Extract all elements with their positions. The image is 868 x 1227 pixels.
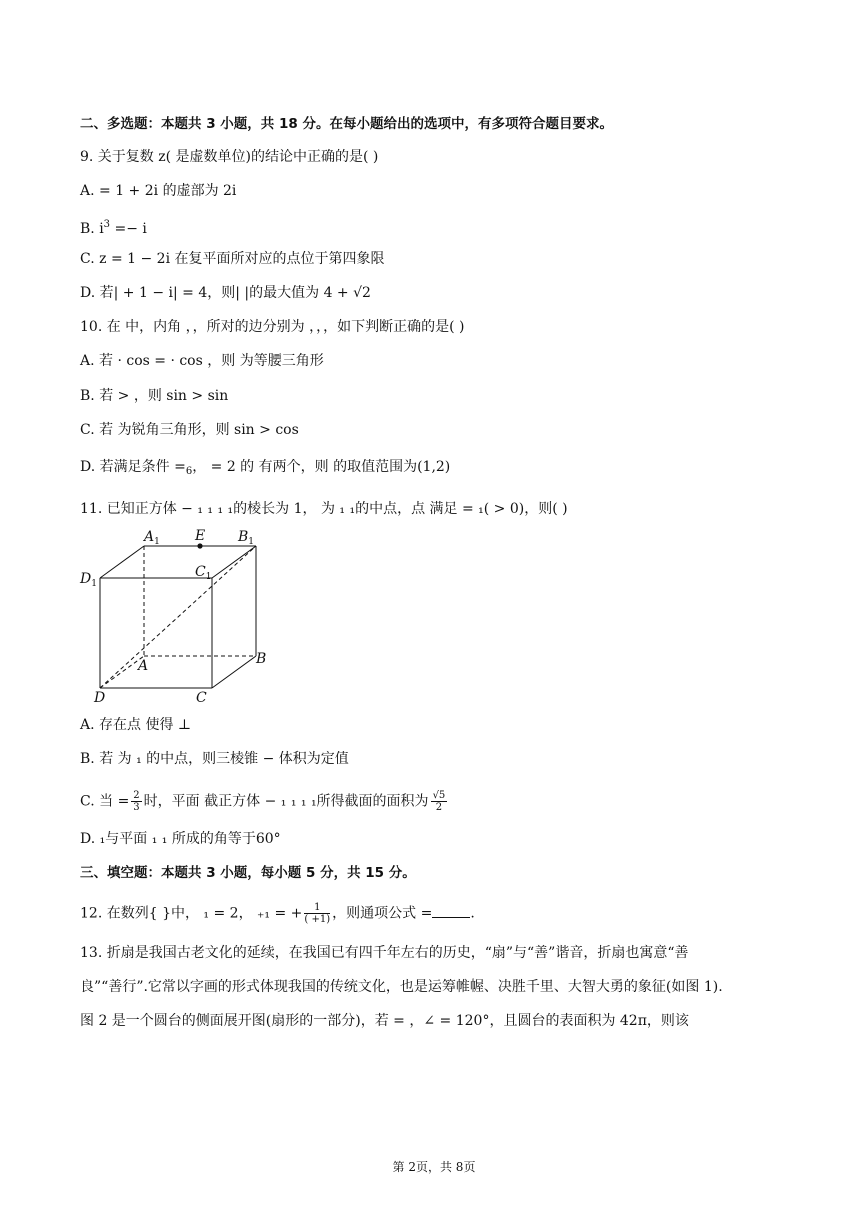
q12-text <box>80 902 475 925</box>
label-a: A <box>138 658 149 674</box>
label-a1: $A_1$ <box>144 529 160 547</box>
section-2-heading: 二、多选题：本题共 3 小题，共 18 分。在每小题给出的选项中，有多项符合题目要求。 <box>80 116 613 132</box>
q12-end: . <box>470 905 475 922</box>
q9-option-d: D. 若| + 1 − i| = 4，则| |的最大值为 4 + √2 <box>80 285 371 301</box>
edge-d1-a1 <box>100 546 144 578</box>
q11-option-d: D. ₁与平面 ₁ ₁ 所成的角等于60° <box>80 831 281 847</box>
q13-line-1: 13. 折扇是我国古老文化的延续，在我国已有四千年左右的历史，“扇”与“善”谐音，折扇也寓意“善 <box>80 945 689 961</box>
q9-option-b-suffix: =− i <box>110 221 147 237</box>
q10-stem: 10. 在 中，内角 ，，所对的边分别为 ，，，如下判断正确的是( ) <box>80 319 465 335</box>
q10-option-b: B. 若 > ，则 sin > sin <box>80 388 229 404</box>
q11-option-b: B. 若 为 ₁ 的中点，则三棱锥 − 体积为定值 <box>80 751 349 767</box>
answer-blank[interactable] <box>432 905 470 918</box>
label-e: E <box>195 528 206 544</box>
q9-stem: 9. 关于复数 z( 是虚数单位)的结论中正确的是( ) <box>80 149 379 165</box>
q11-option-c-middle: 时，平面 截正方体 − ₁ ₁ ₁ ₁所得截面的面积为 <box>143 793 429 810</box>
q11-option-a: A. 存在点 使得 ⊥ <box>80 717 192 733</box>
q12-prefix: 12. 在数列{ }中， ₁ = 2， ₊₁ = + <box>80 905 303 922</box>
q9-option-b-exponent: 3 <box>103 219 111 230</box>
point-e <box>197 543 202 548</box>
edge-c1-b1 <box>212 546 256 578</box>
label-b: B <box>256 651 267 667</box>
q12-suffix: ，则通项公式 = <box>332 905 433 922</box>
q11-option-c <box>80 790 449 813</box>
fraction-root5-over-2: $\frac{√5}{2}$ <box>432 790 446 813</box>
label-d1: $D_1$ <box>80 571 97 589</box>
q9-option-b-prefix: B. i <box>80 221 104 237</box>
page-footer: 第 2页，共 8页 <box>392 1160 476 1174</box>
label-d: D <box>94 690 106 706</box>
q10-option-d-subscript: 6 <box>185 466 193 477</box>
edge-c-b <box>212 656 256 688</box>
q10-option-d-suffix: ， = 2 的 有两个，则 的取值范围为(1,2) <box>192 459 451 475</box>
q9-option-a: A. = 1 + 2i 的虚部为 2i <box>80 183 237 199</box>
q9-option-b <box>80 216 147 238</box>
q10-option-a: A. 若 · cos = · cos ，则 为等腰三角形 <box>80 353 324 369</box>
q10-option-c: C. 若 为锐角三角形，则 sin > cos <box>80 422 299 438</box>
section-3-heading: 三、填空题：本题共 3 小题，每小题 5 分，共 15 分。 <box>80 865 416 881</box>
q9-option-c: C. z = 1 − 2i 在复平面所对应的点位于第四象限 <box>80 251 385 267</box>
diagonal-d-b1 <box>100 546 256 688</box>
q10-option-d-prefix: D. 若满足条件 = <box>80 459 186 475</box>
q12-fraction: $\frac{1}{( +1)}$ <box>304 902 331 925</box>
q13-line-3: 图 2 是一个圆台的侧面展开图(扇形的一部分)，若 = ，∠ = 120°，且圆台的表面积为 42π，则该 <box>80 1013 689 1029</box>
cube-figure <box>76 526 276 706</box>
label-c1: $C_1$ <box>195 564 212 582</box>
q11-option-c-prefix: C. 当 = <box>80 793 130 810</box>
fraction-two-thirds: $\frac{2}{3}$ <box>133 790 140 813</box>
label-c: C <box>196 690 207 706</box>
q13-line-2: 良”“善行”.它常以字画的形式体现我国的传统文化，也是运筹帷幄、决胜千里、大智大勇的象征(如图 1). <box>80 979 723 995</box>
label-b1: $B_1$ <box>238 529 255 547</box>
q11-stem: 11. 已知正方体 − ₁ ₁ ₁ ₁的棱长为 1， 为 ₁ ₁的中点，点 满足 = ₁( > 0)，则( ) <box>80 501 568 517</box>
q10-option-d <box>80 458 450 481</box>
